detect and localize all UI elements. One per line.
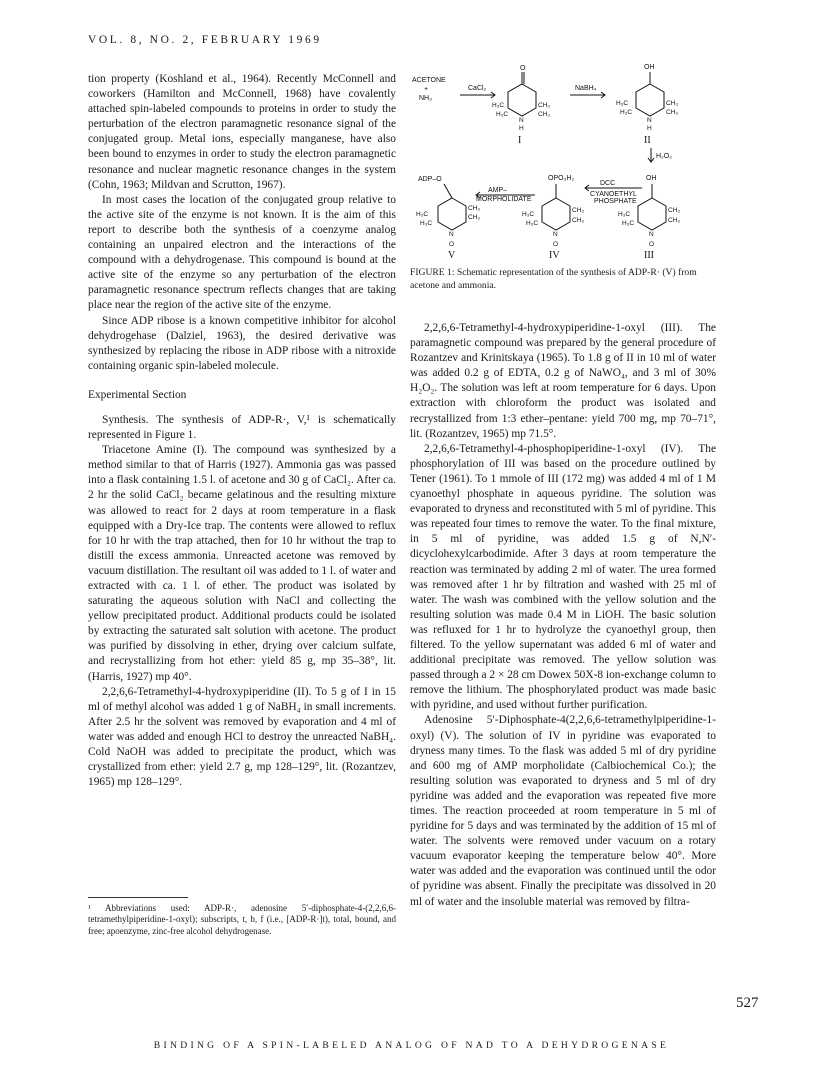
figure-caption: FIGURE 1: Schematic representation of the synthesis of ADP-R· (V) from acetone and ammonia.: [410, 267, 697, 291]
scheme-h2o2: H₂O₂: [656, 153, 672, 160]
methyl-label: H₃C: [420, 220, 433, 227]
paragraph: 2,2,6,6-Tetramethyl-4-hydroxypiperidine (II). To 5 g of I in 15 ml of methyl alcohol was added 1 g of NaBH₄ in small increments. After 2.5 hr the solvent was removed by evaporation and 4 ml of water was added and enough HCl to destroy the unreacted NaBH₄. Cold NaOH was added to precipitate the product, which was crystallized from ether: yield 2.7 g, mp 128–129°, lit. (Rozantzev, 1965) mp 128–129°.: [88, 685, 396, 789]
page-number: 527: [736, 995, 759, 1011]
adp-bond: [444, 184, 452, 198]
methyl-label: H₃C: [620, 109, 633, 116]
paragraph: In most cases the location of the conjugated group relative to the active site of the enzyme is not known. It is the aim of this report to describe both the synthesis of a coenzyme analog containing an unpaired electron and the interactions of the compound with a dehydrogenase. This compound is bound at the active site of the enzyme so any perturbation of the electron paramagnetic resonance spectrum reflects changes that are taking place near the region of the active site of the enzyme.: [88, 193, 396, 312]
scheme-dcc: DCC: [600, 180, 616, 187]
scheme-o: O: [520, 65, 526, 72]
scheme-adp-o: ADP–O: [418, 176, 442, 183]
n-label: N: [649, 231, 654, 238]
paragraph: Triacetone Amine (I). The compound was synthesized by a method similar to that of Harris (1927). Ammonia gas was passed into a flask containing 1.5 l. of acetone and 30 g of CaCl₂. After ca. 2 hr the solid CaCl₂ became gelatinous and the resulting mixture was allowed to react for 2 days at room temperature in a flask equipped with a Dry-Ice trap. The contents were allowed to reflux for 10 hr with the trap attached, then for 10 hr without the trap to distill the excess ammonia. Unreacted acetone was removed by vacuum distillation. The resultant oil was added to 1 l. of water and extracted with ca. 1 l. of ether. The product was isolated by saturating the aqueous solution with NaCl and collecting the yellow precipitated product. Additional products could be isolated by extracting the saturated salt solution with acetone. The product was purified by dissolving in ether, drying over calcium sulfate, and recrystallizing from hot ether: yield 85 g, mp 35–38°, lit. (Harris, 1927) mp 40°.: [88, 444, 396, 683]
n-label: N: [647, 117, 652, 124]
synthesis-scheme: [410, 60, 726, 265]
scheme-acetone: ACETONE: [412, 77, 446, 84]
paragraph: Synthesis. The synthesis of ADP-R·, V,¹ is schematically represented in Figure 1.: [88, 413, 396, 442]
ring-II: [636, 84, 664, 116]
paragraph: Adenosine 5′-Diphosphate-4(2,2,6,6-tetramethylpiperidine-1-oxyl) (V). The solution of IV in pyridine was evaporated to dryness many times. To the flask was added 5 ml of dry pyridine and 600 mg of AMP morpholidate (Calbiochemical Co.); the resulting solution was evaporated to dryness and 5 ml of dry pyridine was added and the evaporation was repeated five more times. The reaction proceeded at room temperature in 5 ml of pyridine for 5 days and was terminated by the addition of 15 ml of water. The solvents were removed under vacuum on a rotary vacuum evaporator keeping the temperature below 40°. More water was added and the evaporation was continued until the odor of pyridine was absent. Finally the precipitate was dissolved in 20 ml of water and the insoluble material was removed by filtra-: [410, 714, 716, 908]
methyl-label: CH₃: [468, 214, 481, 221]
running-header: VOL. 8, NO. 2, FEBRUARY 1969: [88, 34, 322, 46]
ring-III: [638, 198, 666, 230]
methyl-label: H₃C: [416, 211, 429, 218]
n-label: N: [449, 231, 454, 238]
o-radical-label: O: [449, 241, 455, 248]
methyl-label: CH₃: [666, 100, 679, 107]
methyl-label: CH₃: [572, 217, 585, 224]
n-label: N: [519, 117, 524, 124]
scheme-cacl2: CaCl₂: [468, 85, 487, 92]
scheme-plus: +: [424, 86, 429, 93]
label-I: I: [518, 135, 522, 146]
n-label: N: [553, 231, 558, 238]
scheme-phosphate: PHOSPHATE: [594, 198, 637, 205]
methyl-label: H₃C: [522, 211, 535, 218]
paragraph: 2,2,6,6-Tetramethyl-4-hydroxypiperidine-1-oxyl (III). The paramagnetic compound was prepared by the general procedure of Rozantzev and Krinitskaya (1965). To 1.8 g of II in 10 ml of water was added 0.2 g of EDTA, 0.2 g of NaWO₄, and 3 ml of 30% H₂O₂. The solution was left at room temperature for 6 days. Upon extraction with chloroform the product was isolated and recrystallized from 1:3 ether–pentane: yield 700 mg, mp 70–71°, lit. (Rozantzev, 1965) mp 71.5°.: [410, 322, 716, 440]
scheme-morpholidate: MORPHOLIDATE: [476, 196, 532, 203]
label-III: III: [644, 250, 654, 261]
o-radical-label: O: [649, 241, 655, 248]
methyl-label: H₃C: [496, 111, 509, 118]
scheme-nabh4: NaBH₄: [575, 85, 597, 92]
running-footer: BINDING OF A SPIN-LABELED ANALOG OF NAD TO A DEHYDROGENASE: [153, 1040, 670, 1051]
footnote-rule: [88, 897, 188, 898]
methyl-label: H₃C: [622, 220, 635, 227]
methyl-label: CH₃: [468, 205, 481, 212]
methyl-label: H₃C: [492, 102, 505, 109]
label-II: II: [644, 135, 651, 146]
scheme-opo3h2: OPO₃H₂: [548, 175, 575, 182]
label-V: V: [448, 250, 456, 261]
methyl-label: H₃C: [526, 220, 539, 227]
methyl-label: H₃C: [616, 100, 629, 107]
scheme-cyanoethyl: CYANOETHYL: [590, 191, 637, 198]
ring-V: [438, 198, 466, 230]
methyl-label: CH₃: [572, 207, 585, 214]
ring-IV: [542, 198, 570, 230]
methyl-label: CH₃: [666, 109, 679, 116]
methyl-label: CH₃: [668, 217, 681, 224]
paragraph: tion property (Koshland et al., 1964). Recently McConnell and coworkers (Hamilton and McConnell, 1968) have covalently attached spin-labeled compounds to proteins in order to study the perturbation of the electron paramagnetic resonance signal of the conjugated group. Metal ions, especially manganese, have also been bound to enzymes in order to study the electron paramagnetic resonance and nuclear magnetic resonance changes in the system (Cohn, 1963; Mildvan and Scrutton, 1967).: [88, 73, 396, 191]
footnote: ¹ Abbreviations used: ADP-R·, adenosine 5′-diphosphate-4-(2,2,6,6-tetramethylpiperidine-1-oxyl); subscripts, t, b, f (i.e., [ADP-R·]t), total, bound, and free; apoenzyme, zinc-free alcohol dehydrogenase.: [88, 903, 396, 936]
methyl-label: CH₃: [668, 207, 681, 214]
scheme-oh: OH: [644, 64, 655, 71]
methyl-label: H₃C: [618, 211, 631, 218]
scheme-amp: AMP–: [488, 187, 508, 194]
paragraph: 2,2,6,6-Tetramethyl-4-phosphopiperidine-1-oxyl (IV). The phosphorylation of III was based on the procedure outlined by Tener (1961). To 1 mmole of III (172 mg) was added 4 ml of 1 M cyanoethyl phosphate in aqueous pyridine. The solution was evaporated to dryness and reconstituted with 5 ml of pyridine. This was repeated four times to remove the water. To the final mixture, in 5 ml of pyridine, was added 1.5 g of N,N′-dicyclohexylcarbodimide. After 3 days at room temperature the reaction was terminated by adding 2 ml of water. The urea formed was removed after 1 hr by filtration and washed with 25 ml of water. The wash was combined with the yellow solution and the resulting solution was made 0.4 M in LiOH. The basic solution was refluxed for 1 hr to hydrolyze the cyanoethyl group, then filtered. To the yellow supernatant was added 6 ml of water and additional precipitate was removed. The yellow solution was passed through a 2 × 28 cm Dowex 50X-8 ion-exchange column to remove the lithium. The phosphorylated product was made basic with pyridine, and used without further purification.: [410, 442, 716, 712]
methyl-label: CH₃: [538, 111, 551, 118]
ring-I: [508, 84, 536, 116]
paragraph: Since ADP ribose is a known competitive inhibitor for alcohol dehydrogehase (Dalziel, 1963), the desired derivative was synthesized by replacing the ribose in ADP ribose with a nitroxide containing organic spin-labeled molecule.: [88, 314, 396, 372]
methyl-label: CH₃: [538, 102, 551, 109]
scheme-nh3: NH₃: [419, 95, 432, 102]
right-column: [410, 321, 716, 910]
scheme-oh: OH: [646, 175, 657, 182]
o-radical-label: O: [553, 241, 559, 248]
section-heading: Experimental Section: [88, 388, 187, 401]
h-label: H: [519, 125, 524, 132]
left-column: [88, 72, 396, 790]
h-label: H: [647, 125, 652, 132]
label-IV: IV: [549, 250, 560, 261]
